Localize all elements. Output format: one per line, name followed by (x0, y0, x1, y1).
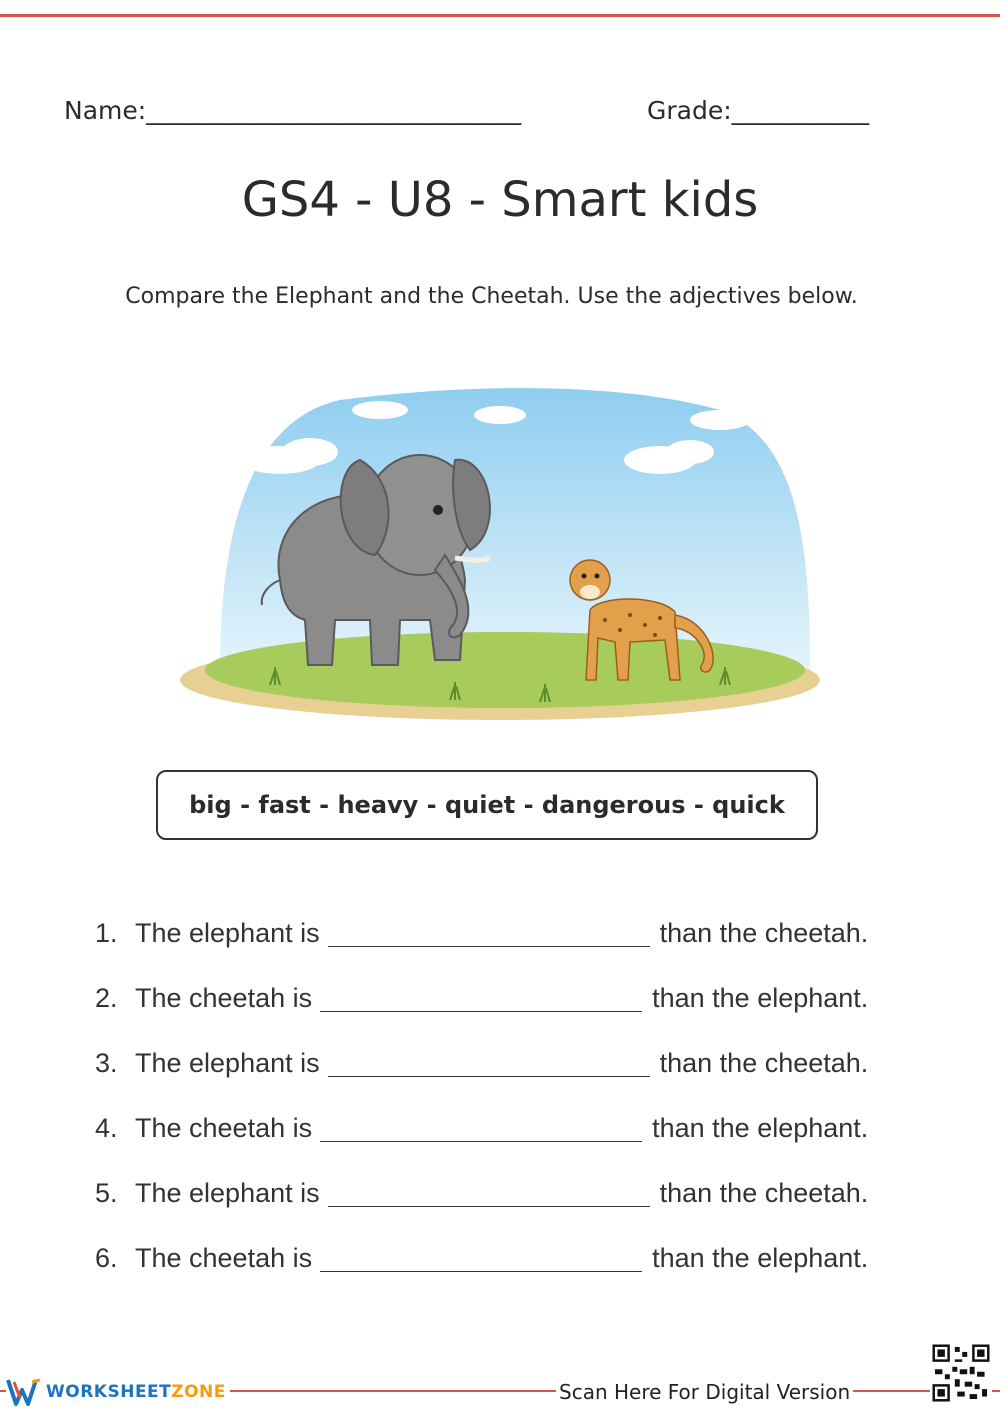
grade-field-label: Grade:___________ (647, 96, 870, 125)
word-bank-text: big - fast - heavy - quiet - dangerous - quick (189, 791, 785, 819)
exercise-item-6 (95, 1243, 915, 1308)
exercise-number: 5. (95, 1178, 118, 1208)
worksheetzone-logo[interactable] (6, 1374, 230, 1410)
answer-blank[interactable] (320, 983, 642, 1012)
logo-wordmark (46, 1382, 226, 1402)
qr-code-icon[interactable] (930, 1342, 992, 1404)
exercise-item-4 (95, 1113, 915, 1178)
logo-accent-text: ZONE (171, 1382, 226, 1402)
exercise-item-5 (95, 1178, 915, 1243)
exercise-ending: than the elephant. (652, 1243, 869, 1273)
exercise-list (95, 918, 915, 1308)
name-field-label: Name:______________________________ (64, 96, 522, 125)
exercise-ending: than the cheetah. (659, 1048, 869, 1078)
exercise-prompt: The cheetah is (135, 1243, 313, 1273)
answer-blank[interactable] (320, 1113, 642, 1142)
answer-blank[interactable] (328, 918, 650, 947)
exercise-number: 3. (95, 1048, 118, 1078)
exercise-ending: than the cheetah. (659, 918, 869, 948)
exercise-prompt: The elephant is (135, 918, 320, 948)
exercise-number: 1. (95, 918, 118, 948)
exercise-prompt: The cheetah is (135, 983, 313, 1013)
top-divider (0, 14, 1000, 17)
answer-blank[interactable] (328, 1048, 650, 1077)
exercise-item-2 (95, 983, 915, 1048)
answer-blank[interactable] (320, 1243, 642, 1272)
exercise-item-1 (95, 918, 915, 983)
answer-blank[interactable] (328, 1178, 650, 1207)
exercise-ending: than the cheetah. (659, 1178, 869, 1208)
exercise-number: 6. (95, 1243, 118, 1273)
word-bank-box (156, 770, 818, 840)
exercise-number: 2. (95, 983, 118, 1013)
elephant-and-cheetah-illustration (160, 380, 850, 725)
scan-instruction: Scan Here For Digital Version (556, 1380, 853, 1404)
exercise-ending: than the elephant. (652, 1113, 869, 1143)
exercise-prompt: The elephant is (135, 1178, 320, 1208)
instruction-text: Compare the Elephant and the Cheetah. Use the adjectives below. (125, 284, 858, 309)
logo-w-icon (6, 1376, 46, 1408)
exercise-prompt: The cheetah is (135, 1113, 313, 1143)
exercise-item-3 (95, 1048, 915, 1113)
logo-main-text: WORKSHEET (46, 1382, 172, 1402)
exercise-prompt: The elephant is (135, 1048, 320, 1078)
worksheet-title: GS4 - U8 - Smart kids (241, 172, 759, 228)
exercise-ending: than the elephant. (652, 983, 869, 1013)
exercise-number: 4. (95, 1113, 118, 1143)
